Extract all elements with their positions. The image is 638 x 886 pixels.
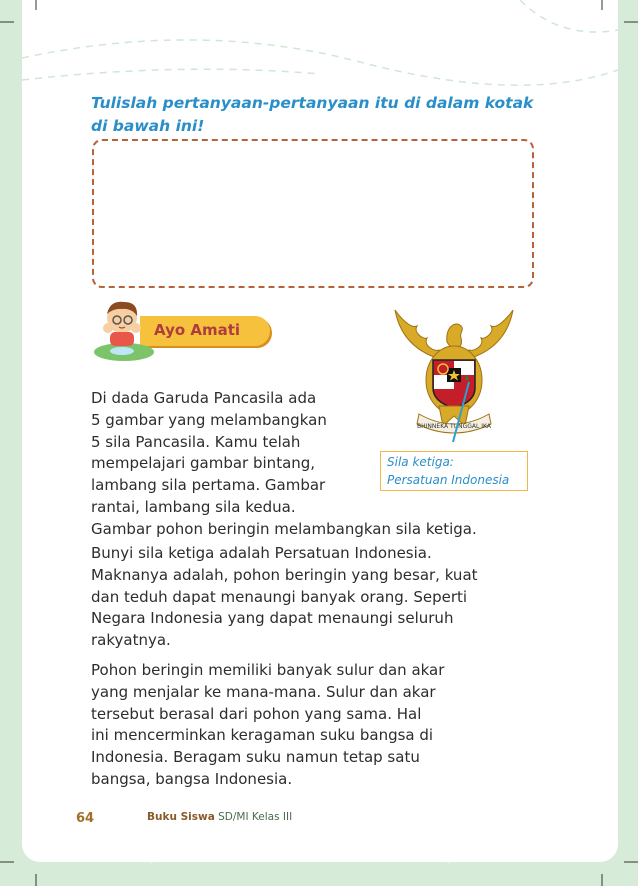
instruction-line: di bawah ini! [91,117,205,135]
book-title-bold: Buku Siswa [147,811,215,823]
text-line: Indonesia. Beragam suku namun tetap satu [91,748,420,767]
text-line: dan teduh dapat menaungi banyak orang. Seperti [91,587,468,606]
answer-box[interactable] [92,139,534,288]
paragraph-3 [91,660,444,791]
instruction-text [91,92,551,138]
text-line: Di dada Garuda Pancasila ada [91,389,317,407]
instruction-line: Tulislah pertanyaan-pertanyaan itu di dalam kotak [91,94,534,112]
book-title [147,811,292,823]
text-line: ini mencerminkan keragaman suku bangsa di [91,726,434,745]
caption-line: Persatuan Indonesia [387,473,510,487]
text-line: Negara Indonesia yang dapat menaungi seluruh [91,609,454,628]
ayo-amati-header [92,296,282,366]
child-observing-icon [92,296,162,366]
paragraph-2 [91,543,478,652]
section-label: Ayo Amati [154,321,241,339]
text-line: 5 sila Pancasila. Kamu telah [91,432,301,451]
text-line: yang menjalar ke mana-mana. Sulur dan akar [91,682,436,701]
text-line: tersebut berasal dari pohon yang sama. Hal [91,704,422,723]
text-line: mempelajari gambar bintang, [91,454,316,473]
text-line: bangsa, bangsa Indonesia. [91,769,293,788]
text-line: Gambar pohon beringin melambangkan sila ketiga. [91,519,477,538]
caption-line: Sila ketiga: [387,455,454,469]
text-line: 5 gambar yang melambangkan [91,410,327,429]
text-line: rantai, lambang sila kedua. [91,497,296,516]
text-line: lambang sila pertama. Gambar [91,476,326,495]
text-line: Bunyi sila ketiga adalah Persatuan Indonesia. [91,544,432,562]
text-line: rakyatnya. [91,631,171,650]
ribbon-motto: BHINNEKA TUNGGAL IKA [417,423,491,430]
text-line: Maknanya adalah, pohon beringin yang besar, kuat [91,565,478,584]
page-number: 64 [66,808,118,830]
text-line: Pohon beringin memiliki banyak sulur dan akar [91,661,445,679]
book-title-rest: SD/MI Kelas III [214,811,293,823]
paragraph-1 [91,388,477,541]
